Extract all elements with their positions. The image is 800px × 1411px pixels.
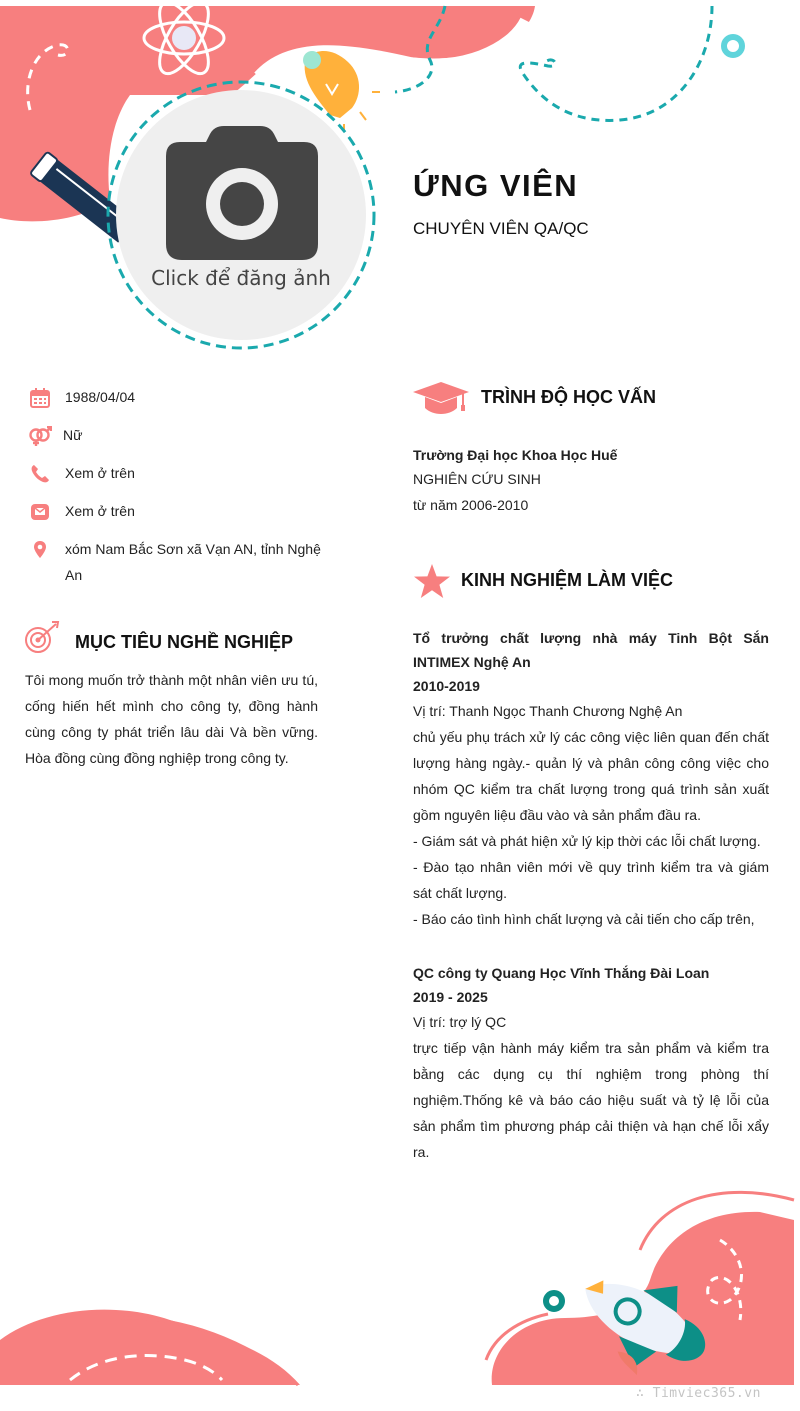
phone-icon bbox=[30, 464, 50, 484]
education-period: từ năm 2006-2010 bbox=[413, 497, 529, 513]
job-period: 2019 - 2025 bbox=[413, 989, 488, 1005]
info-birthday bbox=[30, 387, 330, 410]
photo-caption: Click để đăng ảnh bbox=[151, 266, 331, 290]
education-school: Trường Đại học Khoa Học Huế bbox=[413, 447, 618, 463]
job-description: trực tiếp vận hành máy kiểm tra sản phẩm và kiểm tra bằng các dụng cụ thí nghiệm trong phòng thí nghiệm.Thống kê và báo cáo hiệu suất và tỷ lệ lỗi của sản phẩm tìm phương pháp cải thiện và hạn chế lỗi xẩy ra. bbox=[413, 1040, 769, 1160]
candidate-position: CHUYÊN VIÊN QA/QC bbox=[413, 219, 589, 238]
education-heading: TRÌNH ĐỘ HỌC VẤN bbox=[481, 387, 656, 407]
experience-heading: KINH NGHIỆM LÀM VIỆC bbox=[461, 570, 674, 590]
job-title: Tổ trưởng chất lượng nhà máy Tinh Bột Sắn INTIMEX Nghệ An bbox=[413, 630, 769, 670]
target-icon bbox=[24, 620, 60, 654]
info-gender bbox=[30, 425, 330, 448]
profile-photo-upload[interactable] bbox=[116, 90, 366, 340]
location-pin-icon bbox=[30, 540, 50, 560]
objective-text: Tôi mong muốn trở thành một nhân viên ưu tú, cống hiến hết mình cho công ty, đồng hành cùng công ty phát triển lâu dài Và bền vững. Hòa đồng cùng đồng nghiệp trong công ty. bbox=[25, 672, 318, 766]
education-major: NGHIÊN CỨU SINH bbox=[413, 471, 541, 487]
camera-icon bbox=[166, 126, 318, 260]
job-description: chủ yếu phụ trách xử lý các công việc liên quan đến chất lượng hàng ngày.- quản lý và phân công công việc cho nhóm QC kiểm tra chất lượng trong quá trình sản xuất gồm nguyên liệu đầu vào và sản phẩm đầu ra. - Giám sát và phát hiện xử lý kịp thời các lỗi chất lượng. - Đào tạo nhân viên mới về quy trình kiểm tra và giám sát chất lượng. - Báo cáo tình hình chất lượng và cải tiến cho cấp trên, bbox=[413, 729, 769, 927]
mail-icon bbox=[30, 502, 50, 522]
info-email bbox=[30, 501, 330, 524]
info-address bbox=[30, 539, 330, 588]
bottom-left-blob bbox=[0, 1310, 300, 1385]
email-value: Xem ở trên bbox=[65, 503, 135, 519]
address-value: xóm Nam Bắc Sơn xã Vạn AN, tỉnh Nghệ An bbox=[65, 541, 321, 583]
phone-value: Xem ở trên bbox=[65, 465, 135, 481]
birthday-value: 1988/04/04 bbox=[65, 389, 136, 405]
job-title: QC công ty Quang Học Vĩnh Thắng Đài Loan bbox=[413, 965, 710, 981]
star-icon bbox=[413, 563, 451, 599]
watermark: ∴ Timviec365.vn bbox=[636, 1386, 761, 1401]
job-entry bbox=[413, 961, 769, 1165]
calendar-icon bbox=[30, 388, 50, 408]
job-position: Vị trí: trợ lý QC bbox=[413, 1014, 507, 1030]
teal-ring-icon bbox=[724, 37, 742, 55]
gender-icon bbox=[28, 426, 52, 446]
gender-value: Nữ bbox=[63, 427, 83, 443]
objective-heading: MỤC TIÊU NGHỀ NGHIỆP bbox=[75, 632, 294, 652]
job-period: 2010-2019 bbox=[413, 678, 480, 694]
candidate-name: ỨNG VIÊN bbox=[413, 168, 579, 203]
teal-ring-icon-2 bbox=[546, 1293, 562, 1309]
info-phone bbox=[30, 463, 330, 486]
graduation-cap-icon bbox=[413, 380, 469, 416]
job-entry bbox=[413, 626, 769, 932]
job-position: Vị trí: Thanh Ngọc Thanh Chương Nghệ An bbox=[413, 703, 683, 719]
